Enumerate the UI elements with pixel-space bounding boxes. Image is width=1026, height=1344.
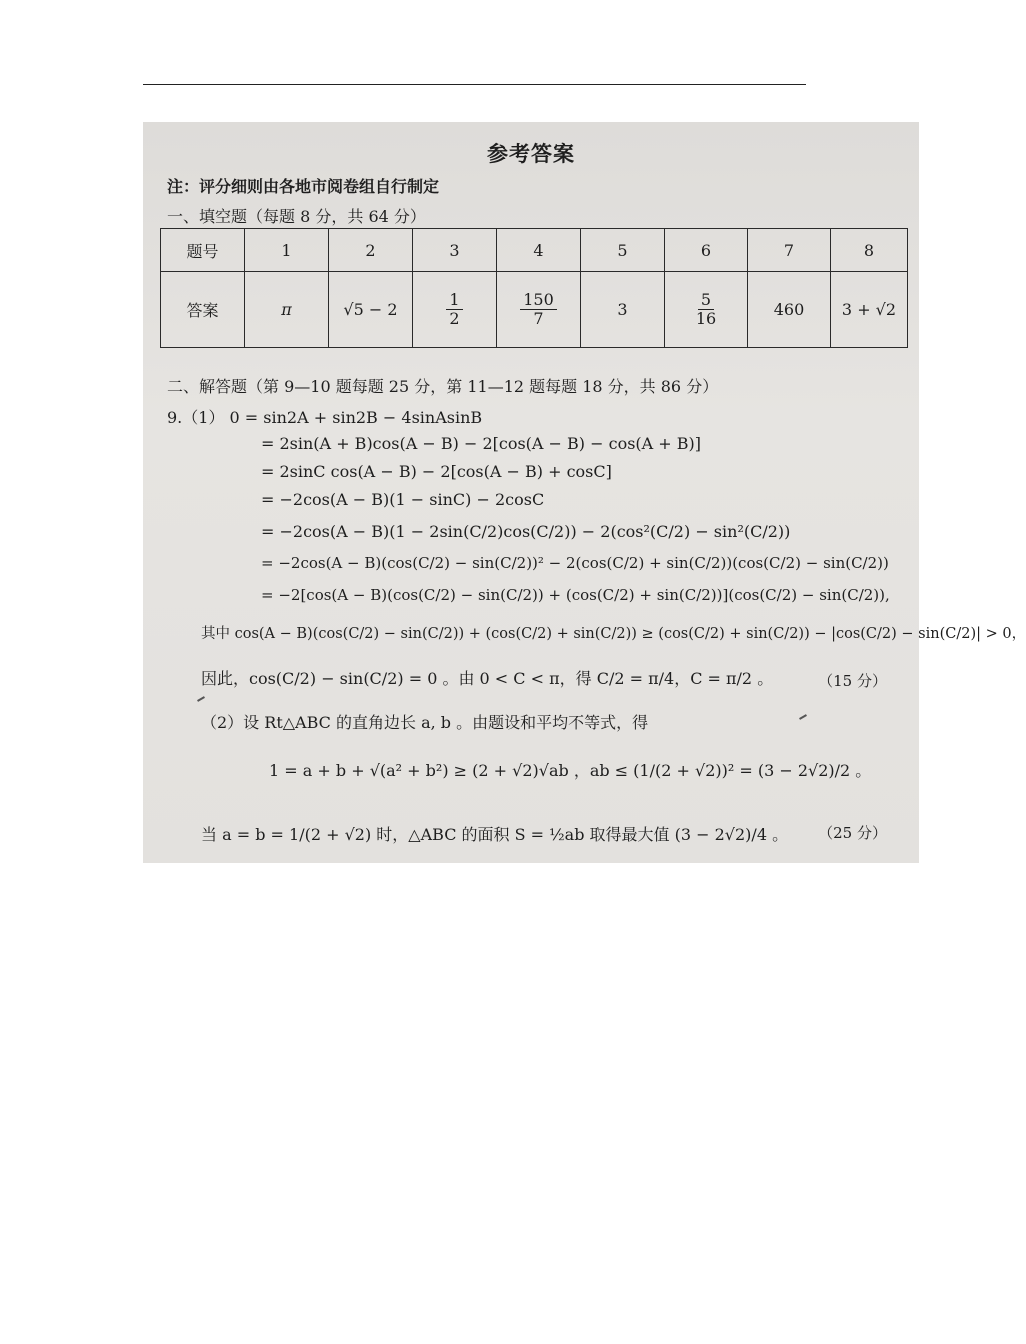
answer-cell-6 — [665, 272, 748, 348]
solution-line: 9.（1） 0 = sin2A + sin2B − 4sinAsinB — [167, 408, 483, 427]
denominator: 2 — [449, 309, 460, 328]
table-row-numbers — [161, 229, 908, 272]
number-cell: 8 — [831, 229, 908, 272]
fraction — [693, 291, 719, 329]
fraction — [520, 291, 557, 329]
answer-cell-2: √5 − 2 — [329, 272, 413, 348]
row-label-number: 题号 — [161, 229, 245, 272]
header-rule — [143, 84, 806, 85]
pencil-mark — [799, 714, 807, 720]
solution-line: 1 = a + b + √(a² + b²) ≥ (2 + √2)√ab ，ab ≤ (1/(2 + √2))² = (3 − 2√2)/2 。 — [269, 761, 872, 780]
number-cell: 7 — [748, 229, 831, 272]
solution-line: = −2cos(A − B)(1 − sinC) − 2cosC — [261, 490, 545, 509]
solution-line: = −2[cos(A − B)(cos(C/2) − sin(C/2)) + (cos(C/2) + sin(C/2))](cos(C/2) − sin(C/2)), — [261, 586, 890, 604]
numerator: 5 — [698, 291, 714, 310]
score-label: （15 分） — [818, 672, 887, 690]
row-label-answer: 答案 — [161, 272, 245, 348]
score-label: （25 分） — [818, 824, 887, 842]
number-cell: 3 — [413, 229, 497, 272]
grading-note: 注：评分细则由各地市阅卷组自行制定 — [167, 177, 440, 196]
number-cell: 2 — [329, 229, 413, 272]
number-cell: 6 — [665, 229, 748, 272]
solution-line: = 2sin(A + B)cos(A − B) − 2[cos(A − B) − cos(A + B)] — [261, 434, 702, 453]
solution-line: 因此，cos(C/2) − sin(C/2) = 0 。由 0 < C < π，得 C/2 = π/4，C = π/2 。 — [201, 669, 774, 688]
solution-line: = −2cos(A − B)(cos(C/2) − sin(C/2))² − 2(cos(C/2) + sin(C/2))(cos(C/2) − sin(C/2)) — [261, 554, 889, 572]
section-solutions-heading: 二、解答题（第 9—10 题每题 25 分，第 11—12 题每题 18 分，共 86 分） — [167, 377, 719, 396]
numerator: 1 — [446, 291, 462, 310]
solution-line: 其中 cos(A − B)(cos(C/2) − sin(C/2)) + (cos(C/2) + sin(C/2)) ≥ (cos(C/2) + sin(C/2)) − |cos(C/2) − sin(C/2)| > 0， — [201, 626, 1026, 642]
denominator: 16 — [695, 309, 717, 328]
answer-table — [160, 228, 908, 348]
solution-line: （2）设 Rt△ABC 的直角边长 a, b 。由题设和平均不等式，得 — [201, 713, 649, 732]
solution-line: = 2sinC cos(A − B) − 2[cos(A − B) + cosC] — [261, 462, 612, 481]
solution-line: = −2cos(A − B)(1 − 2sin(C/2)cos(C/2)) − 2(cos²(C/2) − sin²(C/2)) — [261, 522, 791, 541]
scanned-answer-sheet — [143, 122, 1026, 863]
answer-cell-7: 460 — [748, 272, 831, 348]
answer-cell-1: π — [245, 272, 329, 348]
number-cell: 4 — [497, 229, 581, 272]
fraction — [446, 291, 462, 329]
pencil-mark — [197, 696, 205, 702]
denominator: 7 — [533, 309, 544, 328]
page-title: 参考答案 — [487, 141, 575, 166]
number-cell: 5 — [581, 229, 665, 272]
section-fill-in-heading: 一、填空题（每题 8 分，共 64 分） — [167, 207, 426, 226]
answer-cell-5: 3 — [581, 272, 665, 348]
solution-line: 当 a = b = 1/(2 + √2) 时，△ABC 的面积 S = ½ab 取得最大值 (3 − 2√2)/4 。 — [201, 825, 789, 844]
answer-cell-3 — [413, 272, 497, 348]
answer-cell-8: 3 + √2 — [831, 272, 908, 348]
answer-cell-4 — [497, 272, 581, 348]
numerator: 150 — [520, 291, 557, 310]
table-row-answers — [161, 272, 908, 348]
number-cell: 1 — [245, 229, 329, 272]
